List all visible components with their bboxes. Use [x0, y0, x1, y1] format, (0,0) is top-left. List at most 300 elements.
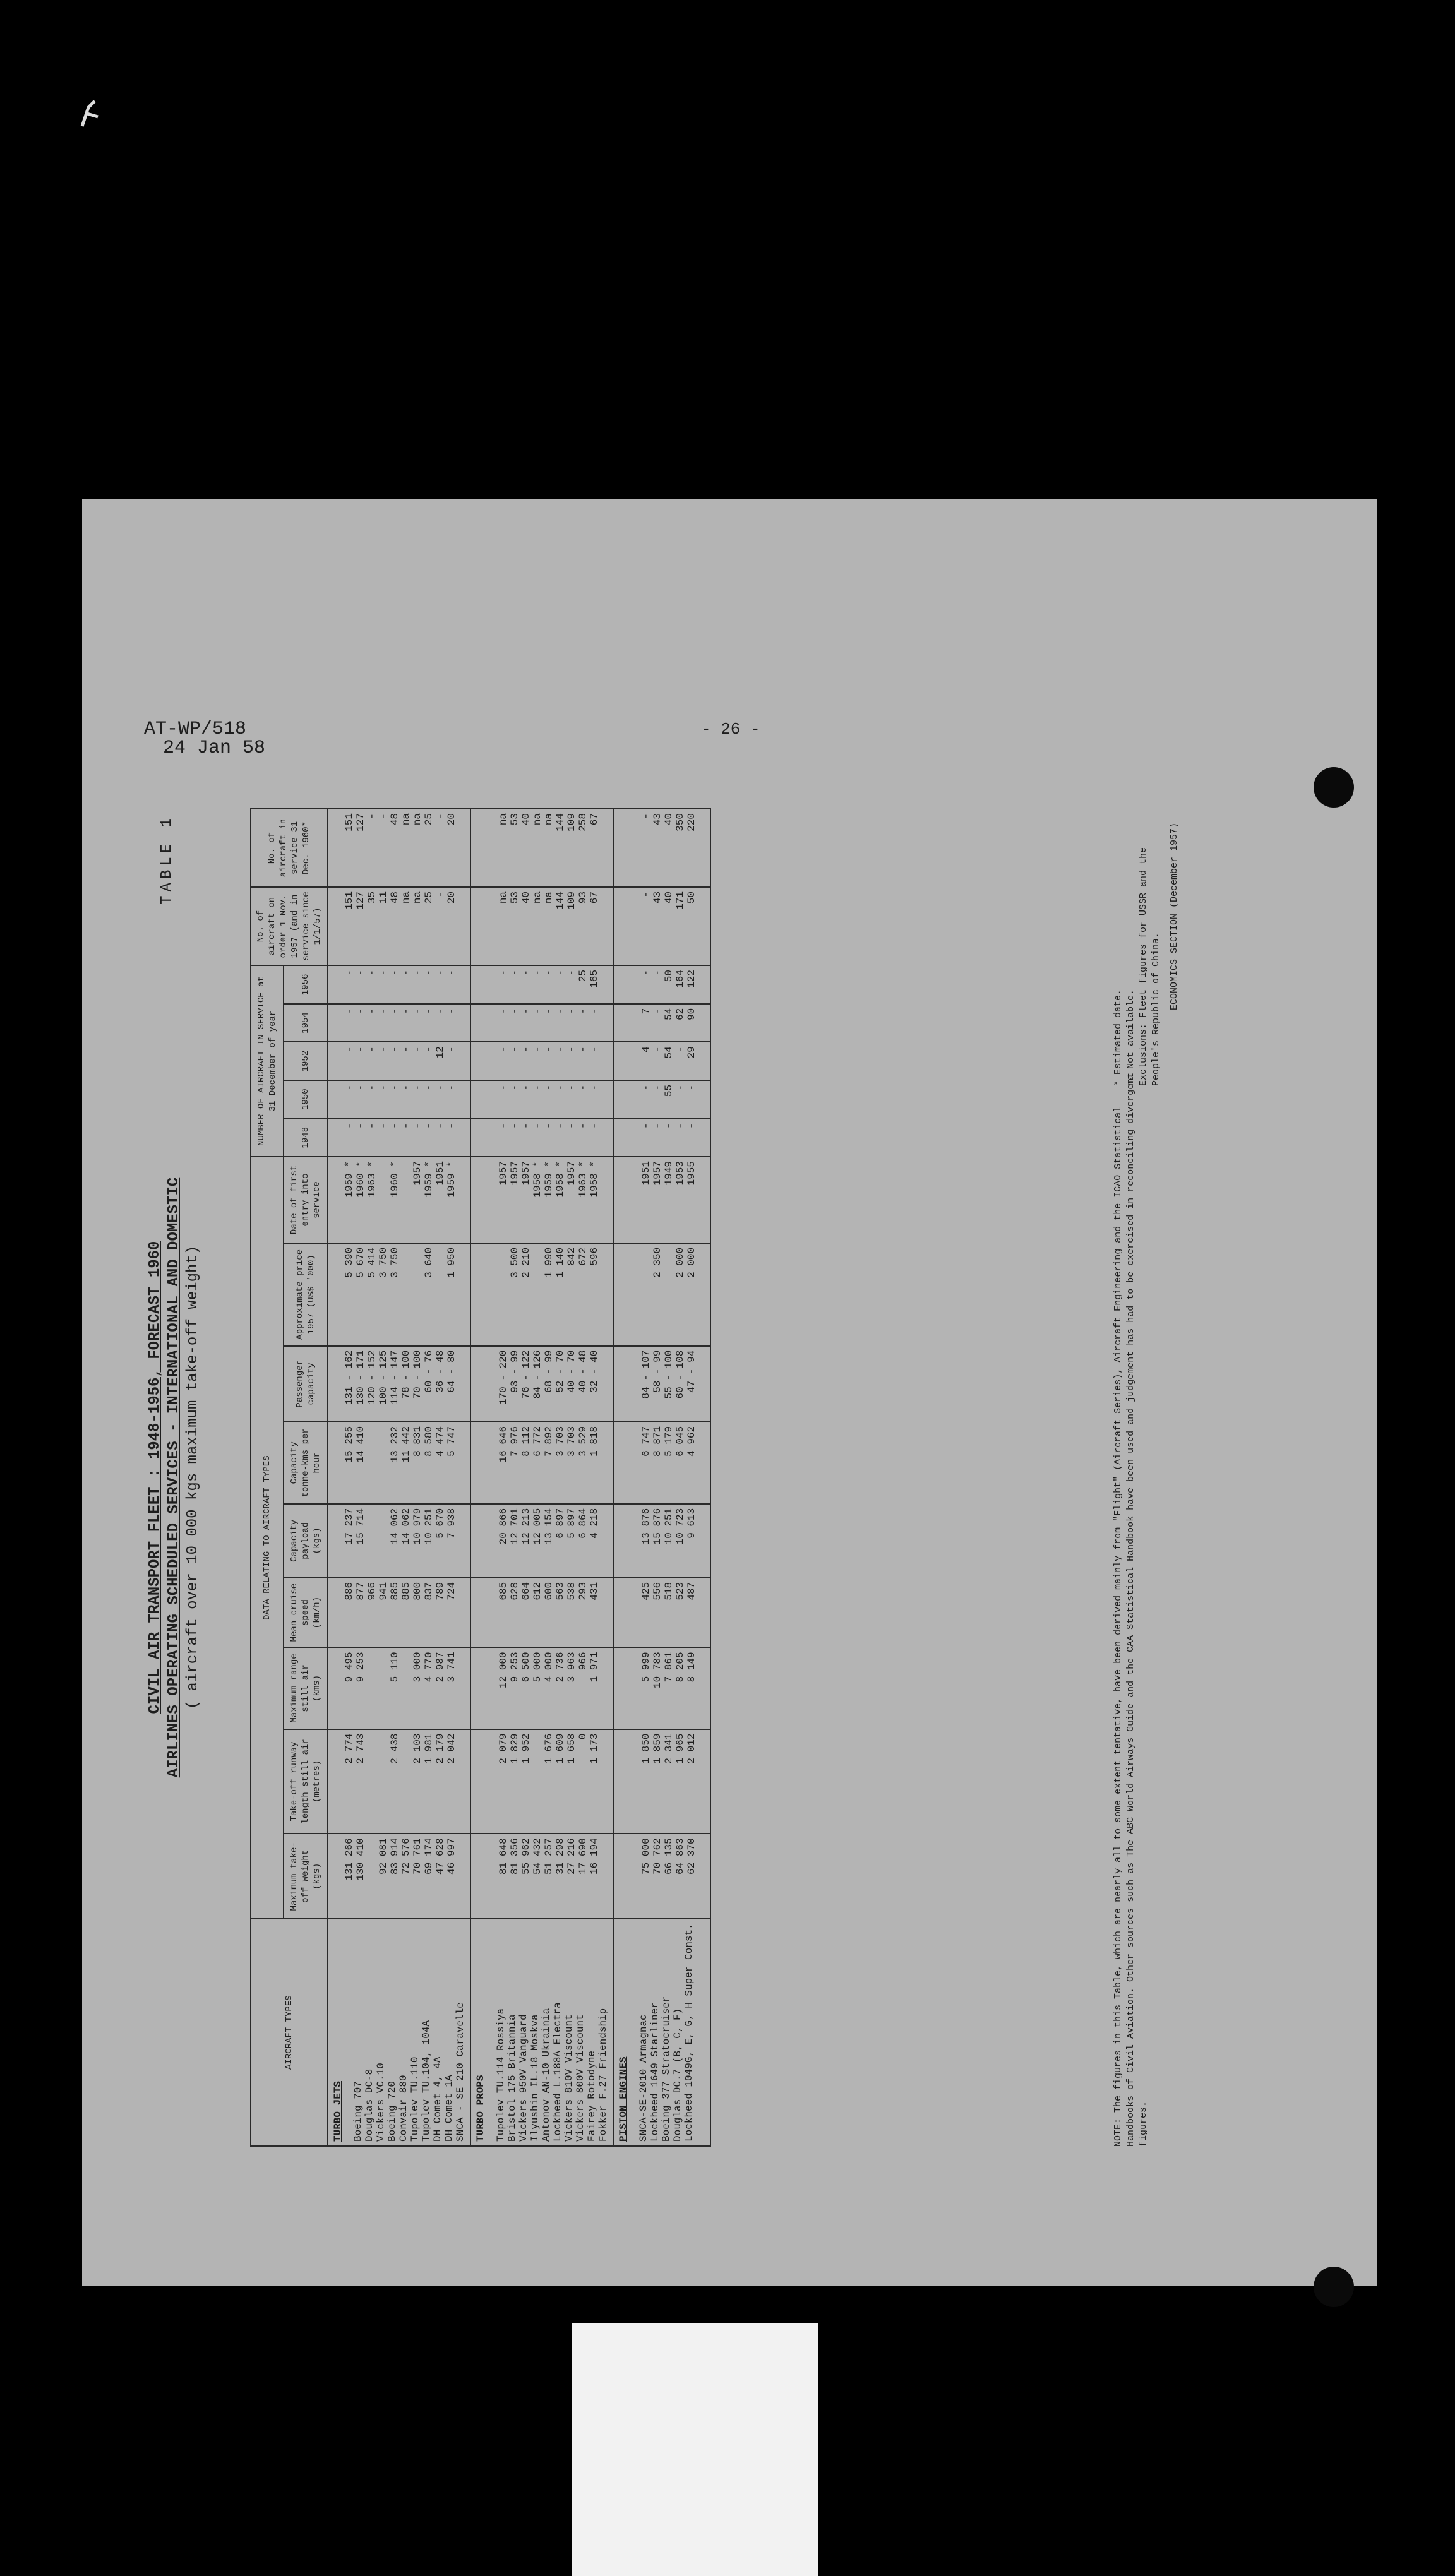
aircraft-name: Boeing 707 — [352, 2080, 364, 2142]
cell-value: - — [554, 1084, 566, 1091]
cell-value: - — [378, 1046, 389, 1052]
col-1952: 1952 — [284, 1042, 328, 1080]
cell-value: 1 859 — [652, 1733, 663, 1764]
cell-value: 2 042 — [446, 1733, 457, 1764]
aircraft-name: SNCA-SE-2010 Armagnac — [638, 2014, 649, 2142]
cell-value: 11 442 — [400, 1426, 412, 1463]
cell-value: 164 — [674, 970, 686, 988]
cell-value: 54 432 — [532, 1838, 543, 1875]
aircraft-name: Bristol 175 Britannia — [506, 2014, 518, 2142]
cell-value: - — [498, 970, 509, 976]
cell-value — [486, 1582, 498, 1643]
value-cell — [613, 1346, 710, 1422]
cell-value: 55 — [663, 1084, 674, 1097]
cell-value: 1959 * — [344, 1161, 355, 1198]
cell-value: 293 — [577, 1582, 589, 1601]
cell-value — [378, 1426, 389, 1500]
cell-value: 7 938 — [446, 1508, 457, 1539]
value-cell — [470, 1042, 613, 1080]
cell-value: 425 — [640, 1582, 652, 1601]
cell-value: 6 747 — [640, 1426, 652, 1457]
cell-value: 6 772 — [532, 1426, 543, 1457]
value-cell — [613, 1042, 710, 1080]
col-entry: Date of first entry into service — [284, 1157, 328, 1243]
cell-value: 40 — [663, 813, 674, 826]
aircraft-name: Tupolev TU.114 Rossiya — [495, 2008, 506, 2142]
cell-value: 100 - 125 — [378, 1350, 389, 1405]
cell-value: - — [389, 1084, 400, 1091]
cell-value: 109 — [566, 891, 577, 910]
cell-value: 1957 — [520, 1161, 532, 1186]
cell-value: 258 — [577, 813, 589, 832]
value-cell — [328, 1346, 470, 1422]
cell-value: - — [446, 1123, 457, 1130]
cell-value: 5 414 — [366, 1247, 378, 1278]
cell-value: na — [498, 891, 509, 904]
aircraft-name: Lockheed 1649 Starliner — [649, 2002, 661, 2142]
cell-value — [629, 813, 640, 883]
cell-value: 66 135 — [663, 1838, 674, 1875]
cell-value: 1 965 — [674, 1733, 686, 1764]
cell-value: 15 714 — [355, 1508, 366, 1545]
cell-value: 127 — [355, 891, 366, 910]
cell-value: na — [400, 891, 412, 904]
cell-value: 1959 * — [423, 1161, 434, 1198]
cell-value: - — [674, 1046, 686, 1052]
cell-value: 81 356 — [509, 1838, 520, 1875]
cell-value: - — [554, 1123, 566, 1130]
cell-value — [663, 1248, 674, 1342]
cell-value: - — [589, 1123, 600, 1130]
cell-value: 20 — [446, 891, 457, 904]
aircraft-name: Vickers 950V Vanguard — [518, 2014, 529, 2142]
cell-value: 3 529 — [577, 1426, 589, 1457]
cell-value: - — [355, 1084, 366, 1091]
value-cell — [328, 1080, 470, 1119]
cell-value: 3 640 — [423, 1247, 434, 1278]
cell-value — [486, 813, 498, 883]
cell-value: na — [532, 813, 543, 826]
cell-value: 1957 — [566, 1161, 577, 1186]
cell-value: 1 829 — [509, 1733, 520, 1764]
cell-value: - — [589, 1046, 600, 1052]
cell-value: 131 266 — [344, 1838, 355, 1881]
col-pax: Passenger capacity — [284, 1346, 328, 1422]
aircraft-name: Tupolev TU.110 — [409, 2056, 421, 2142]
cell-value: 1 952 — [520, 1733, 532, 1764]
cell-value: 75 000 — [640, 1838, 652, 1875]
value-cell — [470, 1504, 613, 1578]
cell-value: 9 253 — [355, 1652, 366, 1683]
value-cell — [328, 1422, 470, 1504]
cell-value: 4 474 — [434, 1426, 446, 1457]
cell-value: 50 — [663, 970, 674, 982]
cell-value: 885 — [389, 1582, 400, 1601]
cell-value — [400, 1734, 412, 1830]
cell-value: 1957 — [498, 1161, 509, 1186]
cell-value: 67 — [589, 813, 600, 826]
aircraft-name: Ilyushin IL.18 Moskva — [529, 2014, 541, 2142]
cell-value: 48 — [389, 813, 400, 826]
cell-value: 685 — [498, 1582, 509, 1601]
col-on-order: No. of aircraft on order 1 Nov. 1957 (and in service since 1/1/57) — [251, 887, 328, 965]
cell-value: 1960 * — [389, 1161, 400, 1198]
cell-value — [629, 1046, 640, 1076]
cell-value: na — [400, 813, 412, 826]
cell-value: - — [640, 1123, 652, 1130]
cell-value: 5 670 — [355, 1247, 366, 1278]
value-cell — [613, 1004, 710, 1042]
value-cell — [613, 1504, 710, 1578]
cell-value: - — [412, 1123, 423, 1130]
blank-card — [572, 2323, 818, 2576]
cell-value: - — [378, 1084, 389, 1091]
cell-value: 885 — [400, 1582, 412, 1601]
cell-value — [400, 1161, 412, 1239]
value-cell — [328, 1578, 470, 1648]
cell-value: - — [355, 1008, 366, 1015]
table-section-row — [613, 809, 710, 2146]
value-cell — [328, 1729, 470, 1834]
cell-value: 144 — [554, 813, 566, 832]
cell-value: - — [366, 1123, 378, 1130]
cell-value: 3 750 — [389, 1247, 400, 1278]
cell-value: 53 — [509, 813, 520, 826]
col-range: Maximum range still air (kms) — [284, 1647, 328, 1729]
cell-value: - — [400, 970, 412, 976]
cell-value: 7 — [640, 1008, 652, 1015]
cell-value: - — [577, 1084, 589, 1091]
rotated-table-page — [146, 808, 1201, 2147]
value-cell — [613, 1243, 710, 1346]
cell-value: - — [543, 970, 554, 976]
value-cell — [328, 1118, 470, 1157]
cell-value: 4 218 — [589, 1508, 600, 1539]
cell-value: 563 — [554, 1582, 566, 1601]
cell-value: 1951 — [640, 1161, 652, 1186]
value-cell — [470, 1834, 613, 1919]
cell-value: 51 257 — [543, 1838, 554, 1875]
cell-value: 1 140 — [554, 1247, 566, 1278]
cell-value: - — [566, 1008, 577, 1015]
cell-value: - — [355, 1046, 366, 1052]
cell-value — [378, 1508, 389, 1573]
cell-value — [366, 1838, 378, 1914]
cell-value: 5 999 — [640, 1652, 652, 1683]
cell-value: 76 - 122 — [520, 1350, 532, 1399]
value-cell — [613, 809, 710, 887]
cell-value: 487 — [686, 1582, 697, 1601]
cell-value: - — [640, 813, 652, 820]
cell-value — [629, 1582, 640, 1643]
cell-value — [629, 1734, 640, 1830]
cell-value: - — [446, 1046, 457, 1052]
aircraft-name: Tupolev TU.104, 104A — [421, 2020, 432, 2142]
cell-value: 6 500 — [520, 1652, 532, 1683]
value-cell — [613, 965, 710, 1004]
cell-value: 64 - 80 — [446, 1350, 457, 1393]
aircraft-name: DH Comet 4, 4A — [432, 2056, 443, 2142]
cell-value: - — [423, 1084, 434, 1091]
cell-value: 2 987 — [434, 1652, 446, 1683]
cell-value: 431 — [589, 1582, 600, 1601]
cell-value — [486, 1046, 498, 1076]
value-cell — [613, 1578, 710, 1648]
cell-value — [629, 1652, 640, 1724]
cell-value: 40 — [520, 891, 532, 904]
cell-value: 72 576 — [400, 1838, 412, 1875]
cell-value: 3 963 — [566, 1652, 577, 1683]
cell-value: 9 495 — [344, 1652, 355, 1683]
cell-value: 35 — [366, 891, 378, 904]
cell-value: - — [389, 1046, 400, 1052]
cell-value: 612 — [532, 1582, 543, 1601]
cell-value: 1957 — [412, 1161, 423, 1186]
cell-value: - — [446, 970, 457, 976]
cell-value: 8 149 — [686, 1652, 697, 1683]
cell-value: - — [434, 1084, 446, 1091]
cell-value: 40 - 48 — [577, 1350, 589, 1393]
aircraft-name: Antonov AN-10 Ukrainia — [541, 2008, 552, 2142]
table-note: NOTE: The figures in this Table, which are nearly all to some extent tentative, have been derived mainly from "Flight" (Aircraft Series), Aircraft Engineering and the ICAO Statistical Handbooks of Civil Aviation. Other sources such as The ABC World Airways Guide and the CAA Statistical Handbook have been used and judgement has had to be exercised in reconciling divergent figures. — [1113, 1072, 1149, 2147]
cell-value: 4 000 — [543, 1652, 554, 1683]
cell-value: - — [423, 1123, 434, 1130]
value-cell — [328, 1243, 470, 1346]
value-cell — [613, 1080, 710, 1119]
cell-value: - — [532, 1123, 543, 1130]
cell-value: 17 690 — [577, 1838, 589, 1875]
cell-value: - — [532, 1008, 543, 1015]
cell-value: 52 - 70 — [554, 1350, 566, 1393]
legend-notes: * Estimated date. na Not available. Exclusions: Fleet figures for USSR and the People's Republic of China. — [1113, 847, 1161, 1086]
cell-value: - — [434, 891, 446, 898]
cell-value: 966 — [577, 1652, 589, 1671]
cell-value: na — [543, 891, 554, 904]
cell-value: 1958 * — [554, 1161, 566, 1198]
cell-value: 40 - 70 — [566, 1350, 577, 1393]
cell-value: - — [378, 1123, 389, 1130]
cell-value: 171 — [674, 891, 686, 910]
cell-value — [378, 1161, 389, 1239]
cell-value: 151 — [344, 891, 355, 910]
cell-value: - — [554, 1046, 566, 1052]
aircraft-name: Boeing 720 — [386, 2080, 398, 2142]
cell-value — [498, 1248, 509, 1342]
cell-value: - — [652, 1008, 663, 1015]
aircraft-name: DH Comet 1A — [443, 2075, 455, 2142]
table-label: TABLE 1 — [159, 814, 176, 905]
section-heading: TURBO PROPS — [475, 2075, 486, 2142]
cell-value: 1951 — [434, 1161, 446, 1186]
col-cruise: Mean cruise speed (km/h) — [284, 1578, 328, 1648]
col-1956: 1956 — [284, 965, 328, 1004]
aircraft-name: Vickers VC.10 — [375, 2063, 386, 2142]
cell-value: 2 341 — [663, 1733, 674, 1764]
cell-value: 724 — [446, 1582, 457, 1601]
cell-value: 1 971 — [589, 1652, 600, 1683]
cell-value: 122 — [686, 970, 697, 988]
cell-value: 144 — [554, 891, 566, 910]
cell-value: 2 774 — [344, 1733, 355, 1764]
aircraft-name: Convair 880 — [398, 2075, 409, 2142]
cell-value — [486, 1008, 498, 1038]
cell-value: - — [566, 1046, 577, 1052]
cell-value: 1958 * — [532, 1161, 543, 1198]
cell-value: - — [355, 1123, 366, 1130]
cell-value: - — [589, 1008, 600, 1015]
cell-value: 60 - 108 — [674, 1350, 686, 1399]
cell-value: - — [520, 970, 532, 976]
value-cell — [328, 809, 470, 887]
cell-value: 120 - 152 — [366, 1350, 378, 1405]
cell-value: 1949 — [663, 1161, 674, 1186]
cell-value: na — [532, 891, 543, 904]
cell-value: 4 962 — [686, 1426, 697, 1457]
aircraft-name — [695, 1923, 706, 2142]
cell-value: 15 876 — [652, 1508, 663, 1545]
value-cell — [328, 965, 470, 1004]
cell-value — [629, 1248, 640, 1342]
cell-value: 20 866 — [498, 1508, 509, 1545]
cell-value: - — [543, 1046, 554, 1052]
cell-value: 6 045 — [674, 1426, 686, 1457]
aircraft-type-cell — [328, 1919, 470, 2146]
cell-value: 1 609 — [554, 1733, 566, 1764]
cell-value: - — [663, 1123, 674, 1130]
group-header-number: NUMBER OF AIRCRAFT IN SERVICE at 31 December of year — [251, 965, 284, 1157]
value-cell — [470, 1647, 613, 1729]
cell-value: 36 - 48 — [434, 1350, 446, 1393]
cell-value: 2 736 — [554, 1652, 566, 1683]
cell-value: 170 - 220 — [498, 1350, 509, 1405]
cell-value: 92 081 — [378, 1838, 389, 1875]
cell-value: - — [640, 1084, 652, 1091]
cell-value: 941 — [378, 1582, 389, 1601]
cell-value: 1963 * — [577, 1161, 589, 1198]
cell-value: - — [589, 1084, 600, 1091]
cell-value: 130 410 — [355, 1838, 366, 1881]
cell-value: 8 112 — [520, 1426, 532, 1457]
cell-value: 12 005 — [532, 1508, 543, 1545]
cell-value: - — [520, 1046, 532, 1052]
cell-value: 58 - 99 — [652, 1350, 663, 1393]
section-heading: TURBO JETS — [332, 2080, 344, 2142]
cell-value: - — [412, 1046, 423, 1052]
value-cell — [470, 1578, 613, 1648]
cell-value: 70 761 — [412, 1838, 423, 1875]
cell-value — [629, 1351, 640, 1417]
cell-value: 2 079 — [498, 1733, 509, 1764]
group-header-data: DATA RELATING TO AIRCRAFT TYPES — [251, 1157, 284, 1919]
cell-value: 29 — [686, 1046, 697, 1059]
cell-value: 10 979 — [412, 1508, 423, 1545]
cell-value: - — [674, 1123, 686, 1130]
cell-value: 6 864 — [577, 1508, 589, 1539]
cell-value: 127 — [355, 813, 366, 832]
cell-value: 5 390 — [344, 1247, 355, 1278]
cell-value — [378, 1652, 389, 1724]
cell-value: 12 000 — [498, 1652, 509, 1688]
cell-value: 1955 — [686, 1161, 697, 1186]
cell-value: 1 676 — [543, 1733, 554, 1764]
cell-value: 25 — [423, 891, 434, 904]
value-cell — [328, 1647, 470, 1729]
binder-hole — [1314, 767, 1354, 808]
cell-value — [629, 1161, 640, 1239]
cell-value: 5 179 — [663, 1426, 674, 1457]
cell-value — [629, 1426, 640, 1500]
cell-value: 70 762 — [652, 1838, 663, 1875]
cell-value: 47 628 — [434, 1838, 446, 1875]
cell-value: - — [509, 1008, 520, 1015]
cell-value: 886 — [344, 1582, 355, 1601]
value-cell — [470, 1422, 613, 1504]
cell-value: - — [446, 1084, 457, 1091]
cell-value: 2 000 — [674, 1247, 686, 1278]
cell-value — [640, 1248, 652, 1342]
value-cell — [613, 1157, 710, 1243]
cell-value: - — [355, 970, 366, 976]
cell-value: 93 — [577, 891, 589, 904]
value-cell — [613, 1647, 710, 1729]
cell-value: 8 205 — [674, 1652, 686, 1683]
cell-value: na — [412, 813, 423, 826]
cell-value: 1957 — [652, 1161, 663, 1186]
cell-value — [486, 970, 498, 999]
cell-value: 69 174 — [423, 1838, 434, 1875]
cell-value: 350 — [674, 813, 686, 832]
cell-value: 1963 * — [366, 1161, 378, 1198]
cell-value: 4 770 — [423, 1652, 434, 1683]
cell-value: - — [520, 1123, 532, 1130]
cell-value: - — [509, 1046, 520, 1052]
cell-value: 2 438 — [389, 1733, 400, 1764]
cell-value: 523 — [674, 1582, 686, 1601]
cell-value: - — [554, 970, 566, 976]
col-aircraft-types: AIRCRAFT TYPES — [251, 1919, 328, 2146]
col-1954: 1954 — [284, 1004, 328, 1042]
cell-value: - — [498, 1046, 509, 1052]
cell-value: - — [423, 1046, 434, 1052]
cell-value: - — [400, 1084, 412, 1091]
cell-value: 43 — [652, 891, 663, 904]
aircraft-name: SNCA - SE 210 Caravelle — [455, 2002, 466, 2142]
table-title-block — [146, 808, 203, 2147]
cell-value: - — [344, 1046, 355, 1052]
aircraft-name: Boeing 377 Stratocruiser — [661, 1996, 672, 2142]
cell-value: 43 — [652, 813, 663, 826]
cell-value: 32 - 40 — [589, 1350, 600, 1393]
cell-value: 1958 * — [589, 1161, 600, 1198]
cell-value: 10 251 — [663, 1508, 674, 1545]
cell-value: - — [366, 1046, 378, 1052]
cell-value: 0 — [577, 1733, 589, 1740]
cell-value: 5 897 — [566, 1508, 577, 1539]
cell-value: 11 — [378, 891, 389, 904]
cell-value: - — [366, 813, 378, 820]
cell-value: 1957 — [509, 1161, 520, 1186]
cell-value: - — [423, 1008, 434, 1015]
cell-value — [629, 1508, 640, 1573]
cell-value: 1 950 — [446, 1247, 457, 1278]
cell-value: 70 - 100 — [412, 1350, 423, 1399]
cell-value: 8 871 — [652, 1426, 663, 1457]
cell-value: - — [686, 1123, 697, 1130]
cell-value — [486, 1123, 498, 1152]
cell-value: - — [366, 1084, 378, 1091]
cell-value: 16 646 — [498, 1426, 509, 1463]
cell-value: 14 410 — [355, 1426, 366, 1463]
